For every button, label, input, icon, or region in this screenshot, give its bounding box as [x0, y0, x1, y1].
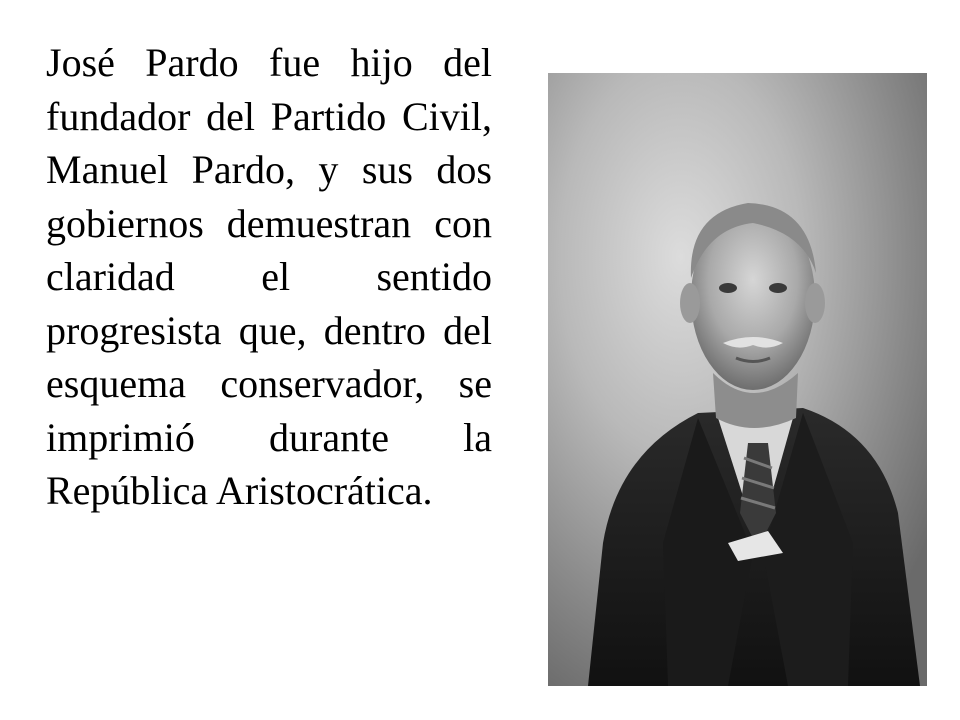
- portrait-photo: [548, 73, 927, 686]
- body-paragraph: José Pardo fue hijo del fundador del Partido Civil, Manuel Pardo, y sus dos gobiernos demuestran con claridad el sentido progresista que, dentro del esquema conservador, se imprimió durante la República Aristocrática.: [46, 40, 492, 513]
